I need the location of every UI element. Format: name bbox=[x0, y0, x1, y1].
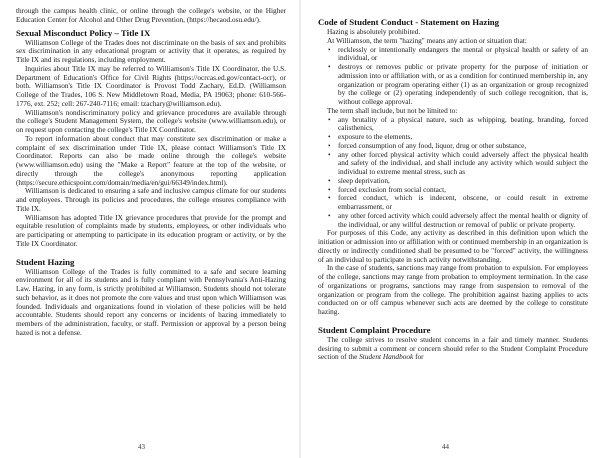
code-paragraph: The term shall include, but not be limited to: bbox=[327, 105, 458, 115]
complaint-text-end: for bbox=[413, 352, 424, 362]
title-ix-paragraph: To report information about conduct that may constitute sex discrimination or make a complaint of sex discrimination under Title IX, please contact Williamson's Title IX Coordinator. Reports can also be made online through the college's website (www.williamson.edu) using the "Make a Report" feature at the top of the website, or directly through the college's anonymous reporting application (https://secure.ethicspoint.com/domain/media/en/gui/66349/index.html). bbox=[16, 133, 286, 187]
list-item: • any other forced physical activity which could adversely affect the physical health and safety of the individual, and shall include any activity which would subject the individual to extreme mental stress, such as bbox=[328, 151, 588, 177]
list-item: • recklessly or intentionally endangers the mental or physical health or safety of an individual, or bbox=[328, 46, 588, 64]
list-item: • forced consumption of any food, liquor, drug or other substance, bbox=[328, 142, 588, 151]
list-item: • destroys or removes public or private property for the purpose of initiation or admission into or affiliation with, or as a condition for continued membership in, any organization or program operating either (1) as an organization or group recognized by the college or (2) operating independently of such college recognition, that is, without college approval. bbox=[328, 63, 588, 107]
code-paragraph: Hazing is absolutely prohibited. bbox=[327, 27, 421, 36]
title-ix-paragraph: Williamson College of the Trades does not discriminate on the basis of sex and prohibits sex discrimination in any educational program or activity that it operates, as required by Title IX and its regulations, including employment. bbox=[16, 37, 286, 64]
code-paragraph: In the case of students, sanctions may range from probation to expulsion. For employees of the college, sanctions may range from probation to employment termination. In the case of organizations or programs, sanctions may range from suspension to removal of the organization or program from the college. The prohibition against hazing applies to acts conducted on or off campus whenever such acts are deemed by the college to constitute hazing. bbox=[318, 263, 588, 316]
student-complaint-heading: Student Complaint Procedure bbox=[318, 324, 431, 335]
code-paragraph: At Williamson, the term "hazing" means any action or situation that: bbox=[327, 35, 527, 45]
title-ix-paragraph: Williamson is dedicated to ensuring a safe and inclusive campus climate for our students and employees. Through its policies and procedures, the college ensures compliance with Title IX. bbox=[16, 186, 286, 213]
list-item: • exposure to the elements, bbox=[328, 133, 588, 142]
student-hazing-paragraph: Williamson College of the Trades is fully committed to a safe and secure learning environment for all of its students and is fully compliant with Pennsylvania's Anti-Hazing Law. Hazing, in any form, is strictly prohibited at Williamson. Students should not tolerate such behavior, as it does not promote the core values and trust upon which Williamson was founded. Individuals and organizations found in violation of these policies will be held accountable. Students should report any concerns or incidents of hazing immediately to members of the administration, faculty, or staff. Permission or approval by a person being hazed is not a defense. bbox=[16, 266, 286, 337]
hazing-definition-list bbox=[318, 46, 588, 107]
title-ix-paragraph: Williamson has adopted Title IX grievance procedures that provide for the prompt and equitable resolution of complaints made by students, employees, or other individuals who are participating or attempting to participate in its education program or activity, or by the Title IX Coordinator. bbox=[16, 212, 286, 248]
complaint-paragraph bbox=[318, 336, 588, 362]
page-number: 44 bbox=[442, 443, 449, 451]
list-item: • forced conduct, which is indecent, obscene, or could result in extreme embarrassment, or bbox=[328, 194, 588, 212]
student-hazing-heading: Student Hazing bbox=[16, 256, 75, 267]
title-ix-heading: Sexual Misconduct Policy – Title IX bbox=[16, 27, 151, 38]
student-handbook-title: Student Handbook bbox=[359, 352, 414, 362]
list-item: • sleep deprivation, bbox=[328, 177, 588, 186]
title-ix-paragraph: Williamson's nondiscriminatory policy and grievance procedures are available through the college's Student Management System, the college's website (www.williamson.edu), or on request upon contacting the college's Title IX Coordinator. bbox=[16, 107, 286, 134]
title-ix-paragraph: Inquiries about Title IX may be referred to Williamson's Title IX Coordinator, the U.S. Department of Education's Office for Civil Rights (https://ocrcas.ed.gov/contact-ocr), or both. Williamson's Title IX Coordinator is Provost Todd Zachary, Ed.D. (Williamson College of the Trades, 106 S. New Middletown Road, Media, PA 19063; phone: 610-566-1776, ext. 252; cell: 267-240-7116; email: tzachary@williamson.edu). bbox=[16, 63, 286, 108]
complaint-text: The college strives to resolve student concerns in a fair and timely manner. Students desiring to submit a comment or concern should refer to the Student Complaint Procedure section of the bbox=[318, 334, 588, 362]
list-item: • any brutality of a physical nature, such as whipping, beating, branding, forced calisthenics, bbox=[328, 116, 588, 134]
hazing-examples-list bbox=[318, 116, 588, 230]
intro-paragraph: through the campus health clinic, or online through the college's website, or the Higher Education Center for Alcohol and Other Drug Prevention, (https://hecaod.osu.edu/). bbox=[16, 6, 286, 24]
right-page bbox=[300, 0, 600, 458]
page-number: 43 bbox=[138, 443, 145, 451]
list-item: • any other forced activity which could adversely affect the mental health or dignity of the individual, or any willful destruction or removal of public or private property. bbox=[328, 212, 588, 230]
code-of-conduct-heading: Code of Student Conduct - Statement on Hazing bbox=[318, 17, 500, 27]
code-paragraph: For purposes of this Code, any activity as described in this definition upon which the initiation or admission into or affiliation with or continued membership in an organization is directly or indirectly conditioned shall be presumed to be "forced" activity, the willingness of an individual to participate in such activity notwithstanding. bbox=[318, 228, 588, 264]
list-item: • forced exclusion from social contact, bbox=[328, 186, 588, 195]
